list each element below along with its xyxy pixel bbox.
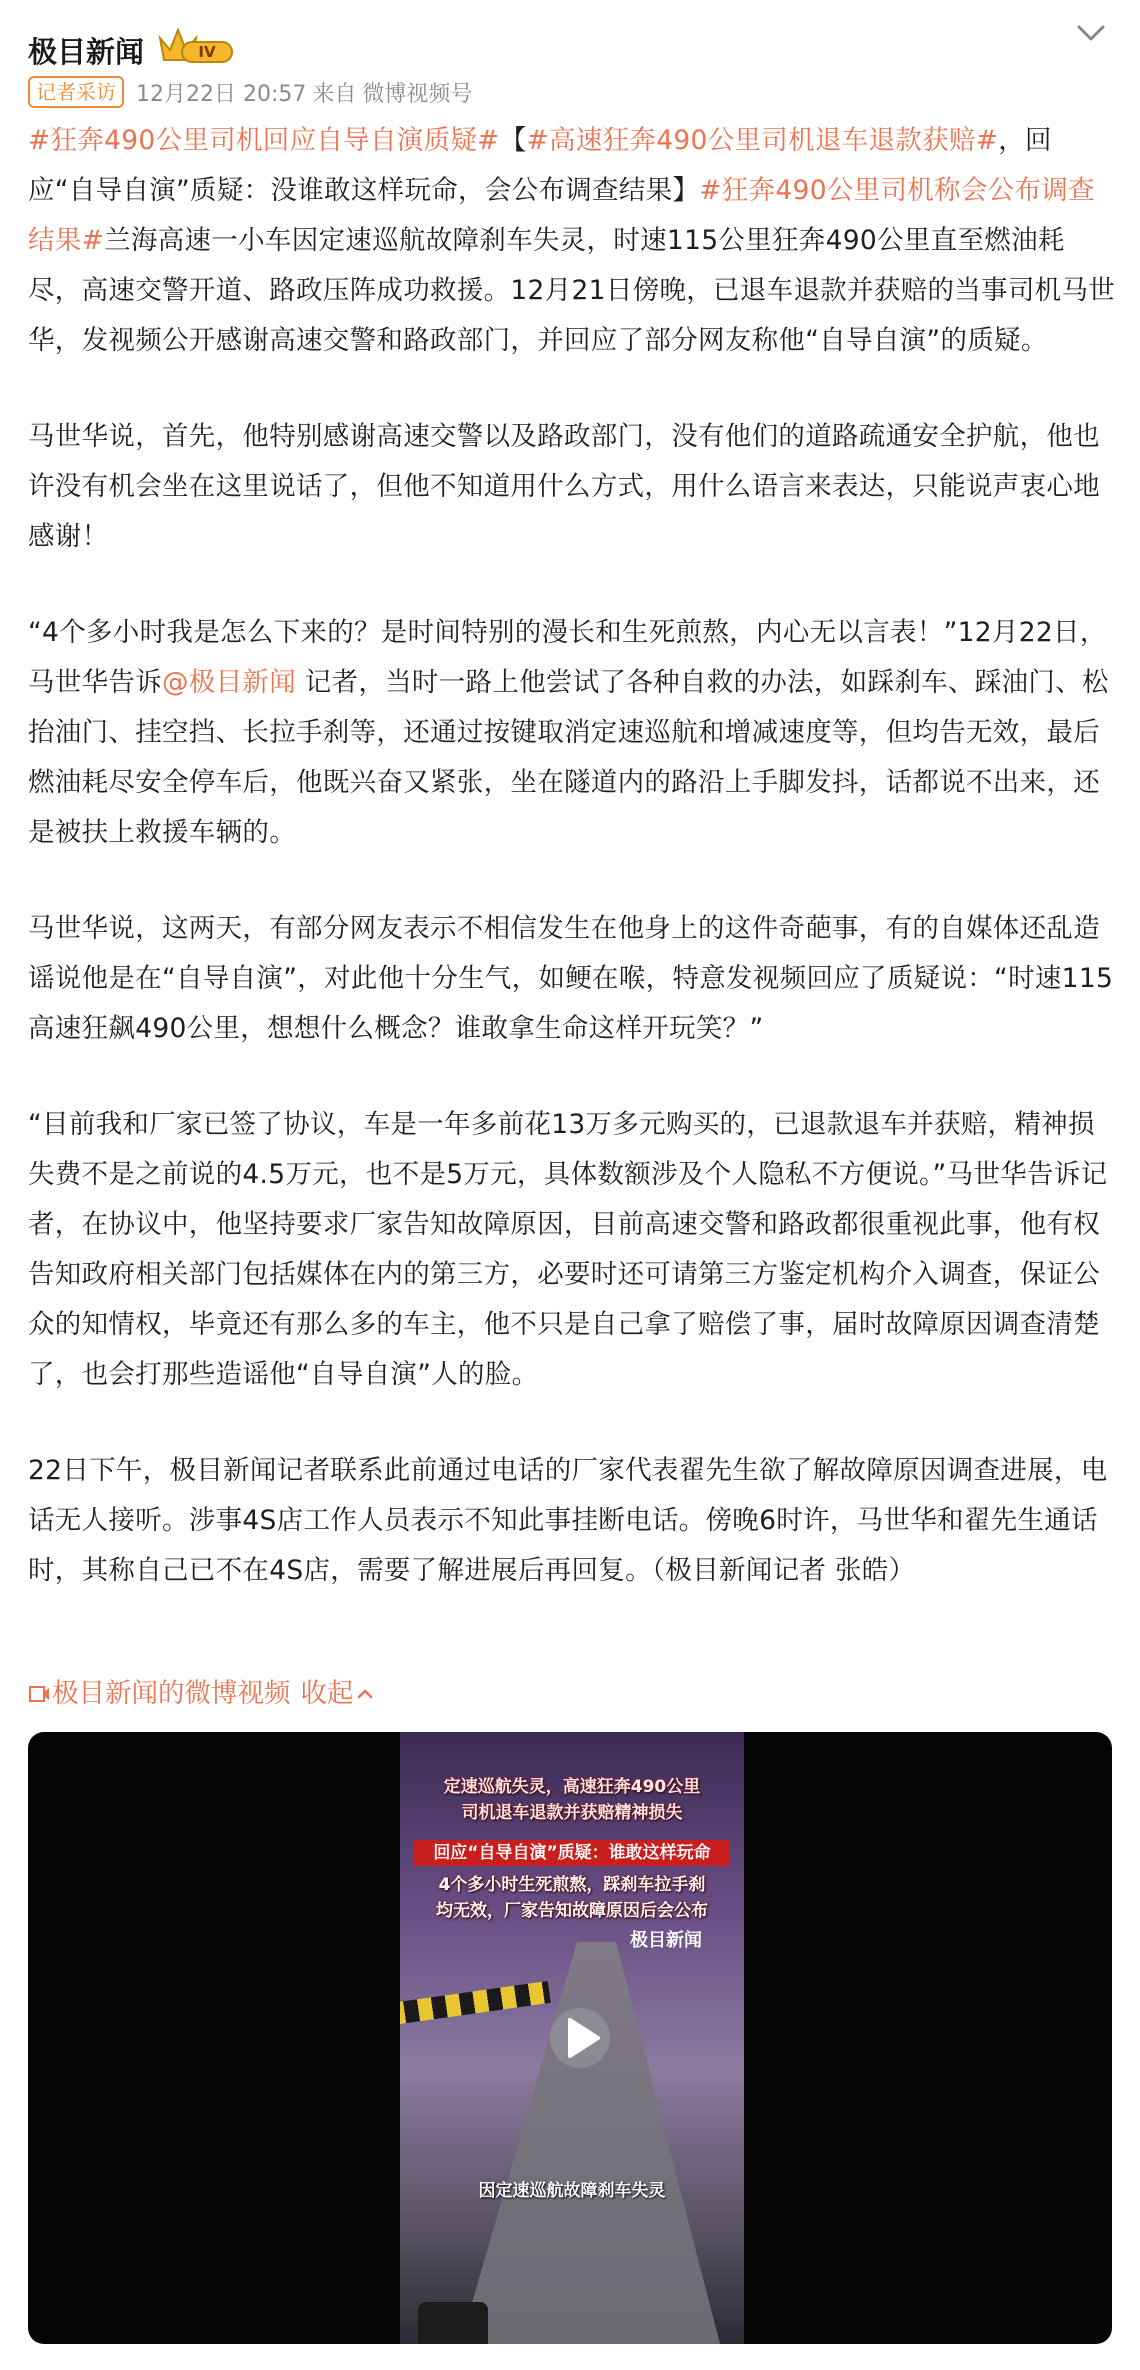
paragraph-text: 兰海高速一小车因定速巡航故障刹车失灵，时速115公里狂奔490公里直至燃油耗尽，高速交警开道、路政压阵成功救援。12月21日傍晚，已退车退款并获赔的当事司机马世华，发视频公开感谢高速交警和路政部门，并回应了部分网友称他“自导自演”的质疑。: [28, 225, 1116, 356]
play-icon[interactable]: [548, 2006, 612, 2070]
chevron-up-icon: [354, 1683, 376, 1705]
paragraph-4: 马世华说，这两天，有部分网友表示不相信发生在他身上的这件奇葩事，有的自媒体还乱造谣说他是在“自导自演”，对此他十分生气，如鲠在喉，特意发视频回应了质疑说：“时速115高速狂飙490公里，想想什么概念？谁敢拿生命这样开玩笑？”: [28, 913, 1114, 1044]
mention-link[interactable]: @极目新闻: [162, 667, 296, 698]
collapse-label: 收起: [300, 1678, 354, 1709]
source-prefix: 来自: [312, 81, 357, 107]
paragraph-6: 22日下午，极目新闻记者联系此前通过电话的厂家代表翟先生欲了解故障原因调查进展，电话无人接听。涉事4S店工作人员表示不知此事挂断电话。傍晚6时许，马世华和翟先生通话时，其称自己已不在4S店，需要了解进展后再回复。（极目新闻记者 张皓）: [28, 1455, 1108, 1586]
road-barrier: [400, 1981, 551, 2025]
post-source[interactable]: 微博视频号: [362, 81, 473, 107]
video-link-icon: [28, 1683, 50, 1705]
video-link-row: [28, 1674, 376, 1714]
paragraph-5: “目前我和厂家已签了协议，车是一年多前花13万多元购买的，已退款退车并获赔，精神损失费不是之前说的4.5万元，也不是5万元，具体数额涉及个人隐私不方便说。”马世华告诉记者，在协议中，他坚持要求厂家告知故障原因，目前高速交警和路政都很重视此事，他有权告知政府相关部门包括媒体在内的第三方，必要时还可请第三方鉴定机构介入调查，保证公众的知情权，毕竟还有那么多的车主，他不只是自己拿了赔偿了事，届时故障原因调查清楚了，也会打那些造谣他“自导自演”人的脸。: [28, 1109, 1108, 1390]
video-brand-logo: 极目新闻: [630, 1930, 702, 1951]
paragraph-text: 记者，当时一路上他尝试了各种自救的办法，如踩刹车、踩油门、松抬油门、挂空挡、长拉手刹等，还通过按键取消定速巡航和增减速度等，但均告无效，最后燃油耗尽安全停车后，他既兴奋又紧张，坐在隧道内的路沿上手脚发抖，话都说不出来，还是被扶上救援车辆的。: [28, 667, 1109, 848]
post-header: [28, 22, 1112, 82]
video-overlay-line-1: 定速巡航失灵，高速狂奔490公里: [443, 1777, 701, 1797]
paragraph-text: ，回应“自导自演”质疑：没谁敢这样玩命，会公布调查结果】: [28, 125, 1052, 206]
video-overlay-line-4: 4个多小时生死煎熬，踩刹车拉手刹: [438, 1875, 706, 1895]
crown-badge-icon: [156, 24, 236, 70]
video-overlay-line-3: 回应“自导自演”质疑：谁敢这样玩命: [414, 1840, 730, 1866]
paragraph-text: “4个多小时我是怎么下来的？是时间特别的漫长和生死煎熬，内心无以言表！”12月22日，马世华告诉: [28, 617, 1107, 698]
video-overlay-line-2: 司机退车退款并获赔精神损失: [461, 1803, 683, 1823]
reporter-tag: 记者采访: [28, 76, 124, 108]
video-overlay-line-5: 均无效，厂家告知故障原因后会公布: [436, 1901, 708, 1921]
hashtag-3[interactable]: #狂奔490公里司机称会公布调查结果#: [28, 175, 1095, 256]
author-name[interactable]: 极目新闻: [28, 35, 145, 69]
badge-level: IV: [198, 43, 216, 61]
paragraph-2: 马世华说，首先，他特别感谢高速交警以及路政部门，没有他们的道路疏通安全护航，他也许没有机会坐在这里说话了，但他不知道用什么方式，用什么语言来表达，只能说声衷心地感谢！: [28, 421, 1100, 552]
post-date: 12月22日 20:57: [136, 81, 307, 107]
chevron-down-icon[interactable]: [1070, 12, 1112, 54]
hashtag-2[interactable]: #高速狂奔490公里司机退车退款获赔#: [526, 125, 999, 156]
car-shape: [418, 2302, 488, 2344]
video-link-label[interactable]: 极目新闻的微博视频: [52, 1678, 291, 1709]
paragraph-text: 【: [499, 125, 527, 156]
hashtag-1[interactable]: #狂奔490公里司机回应自导自演质疑#: [28, 125, 500, 156]
post-body: [28, 116, 1118, 1642]
paragraph-3: [28, 608, 1118, 858]
paragraph-1: [28, 116, 1118, 366]
post-meta: [28, 74, 472, 110]
video-player[interactable]: [28, 1732, 1112, 2344]
video-caption: 因定速巡航故障刹车失灵: [478, 2181, 666, 2201]
collapse-button[interactable]: [301, 1674, 376, 1714]
